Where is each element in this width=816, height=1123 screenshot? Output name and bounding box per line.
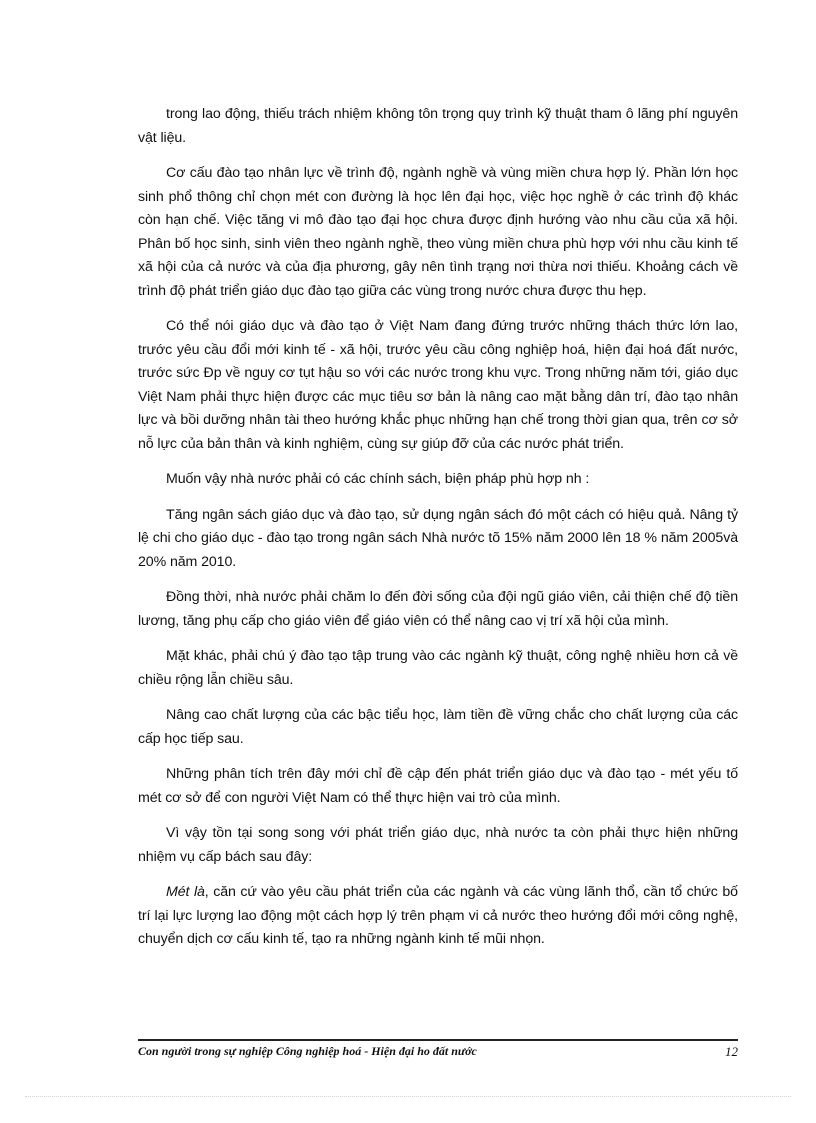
paragraph-11 xyxy=(138,881,738,952)
paragraph-5: Tăng ngân sách giáo dục và đào tạo, sử dụng ngân sách đó một cách có hiệu quả. Nâng tỷ lệ chi cho giáo dục - đào tạo trong ngân sách Nhà nước tõ 15% năm 2000 lên 18 % năm 2005và 20% năm 2010. xyxy=(138,506,738,570)
paragraph-9: Những phân tích trên đây mới chỉ đề cập đến phát triển giáo dục và đào tạo - mét yếu tố mét cơ sở để con người Việt Nam có thể thực hiện vai trò của mình. xyxy=(138,766,738,806)
document-body xyxy=(138,103,738,964)
paragraph-11-rest: , căn cứ vào yêu cầu phát triển của các ngành và các vùng lãnh thổ, cần tổ chức bố trí lại lực lượng lao động một cách hợp lý trên phạm vi cả nước theo hướng đổi mới công nghệ, chuyển dịch cơ cấu kinh tế, tạo ra những ngành kinh tế mũi nhọn. xyxy=(138,884,738,947)
paragraph-10: Vì vậy tồn tại song song với phát triển giáo dục, nhà nước ta còn phải thực hiện những nhiệm vụ cấp bách sau đây: xyxy=(138,825,738,865)
paragraph-2: Cơ cấu đào tạo nhân lực về trình độ, ngành nghề và vùng miền chưa hợp lý. Phần lớn học sinh phổ thông chỉ chọn mét con đường là học lên đại học, việc học nghề ở các trình độ khác còn hạn chế. Việc tăng vi mô đào tạo đại học chưa được định hướng vào nhu cầu của xã hội. Phân bố học sinh, sinh viên theo ngành nghề, theo vùng miền chưa phù hợp với nhu cầu kinh tế xã hội của cả nước và của địa phương, gây nên tình trạng nơi thừa nơi thiếu. Khoảng cách về trình độ phát triển giáo dục đào tạo giữa các vùng trong nước chưa được thu hẹp. xyxy=(138,165,738,299)
page-number: 12 xyxy=(725,1044,738,1059)
paragraph-7: Mặt khác, phải chú ý đào tạo tập trung vào các ngành kỹ thuật, công nghệ nhiều hơn cả về chiều rộng lẫn chiều sâu. xyxy=(138,648,738,688)
paragraph-8: Nâng cao chất lượng của các bậc tiểu học, làm tiền đề vững chắc cho chất lượng của các cấp học tiếp sau. xyxy=(138,707,738,747)
paragraph-6: Đồng thời, nhà nước phải chăm lo đến đời sống của đội ngũ giáo viên, cải thiện chế độ tiền lương, tăng phụ cấp cho giáo viên để giáo viên có thể nâng cao vị trí xã hội của mình. xyxy=(138,589,738,629)
paragraph-11-lead: Mét là xyxy=(166,884,205,900)
paragraph-1: trong lao động, thiếu trách nhiệm không tôn trọng quy trình kỹ thuật tham ô lãng phí nguyên vật liệu. xyxy=(138,106,738,146)
page-bottom-dotted-line xyxy=(25,1096,791,1097)
paragraph-4: Muốn vậy nhà nước phải có các chính sách, biện pháp phù hợp nh : xyxy=(166,471,590,487)
footer-title: Con người trong sự nghiệp Công nghiệp hoá - Hiện đại ho đất nước xyxy=(138,1044,477,1058)
page-footer xyxy=(138,1044,738,1062)
paragraph-3: Có thể nói giáo dục và đào tạo ở Việt Nam đang đứng trước những thách thức lớn lao, trước yêu cầu đổi mới kinh tế - xã hội, trước yêu cầu công nghiệp hoá, hiện đại hoá đất nước, trước sức Đp về nguy cơ tụt hậu so với các nước trong khu vực. Trong những năm tới, giáo dục Việt Nam phải thực hiện được các mục tiêu sơ bản là nâng cao mặt bằng dân trí, đào tạo nhân lực và bồi dưỡng nhân tài theo hướng khắc phục những hạn chế trong thời gian qua, trên cơ sở nỗ lực của bản thân và kinh nghiệm, cùng sự giúp đỡ của các nước phát triển. xyxy=(138,318,738,452)
footer-divider xyxy=(138,1039,738,1041)
